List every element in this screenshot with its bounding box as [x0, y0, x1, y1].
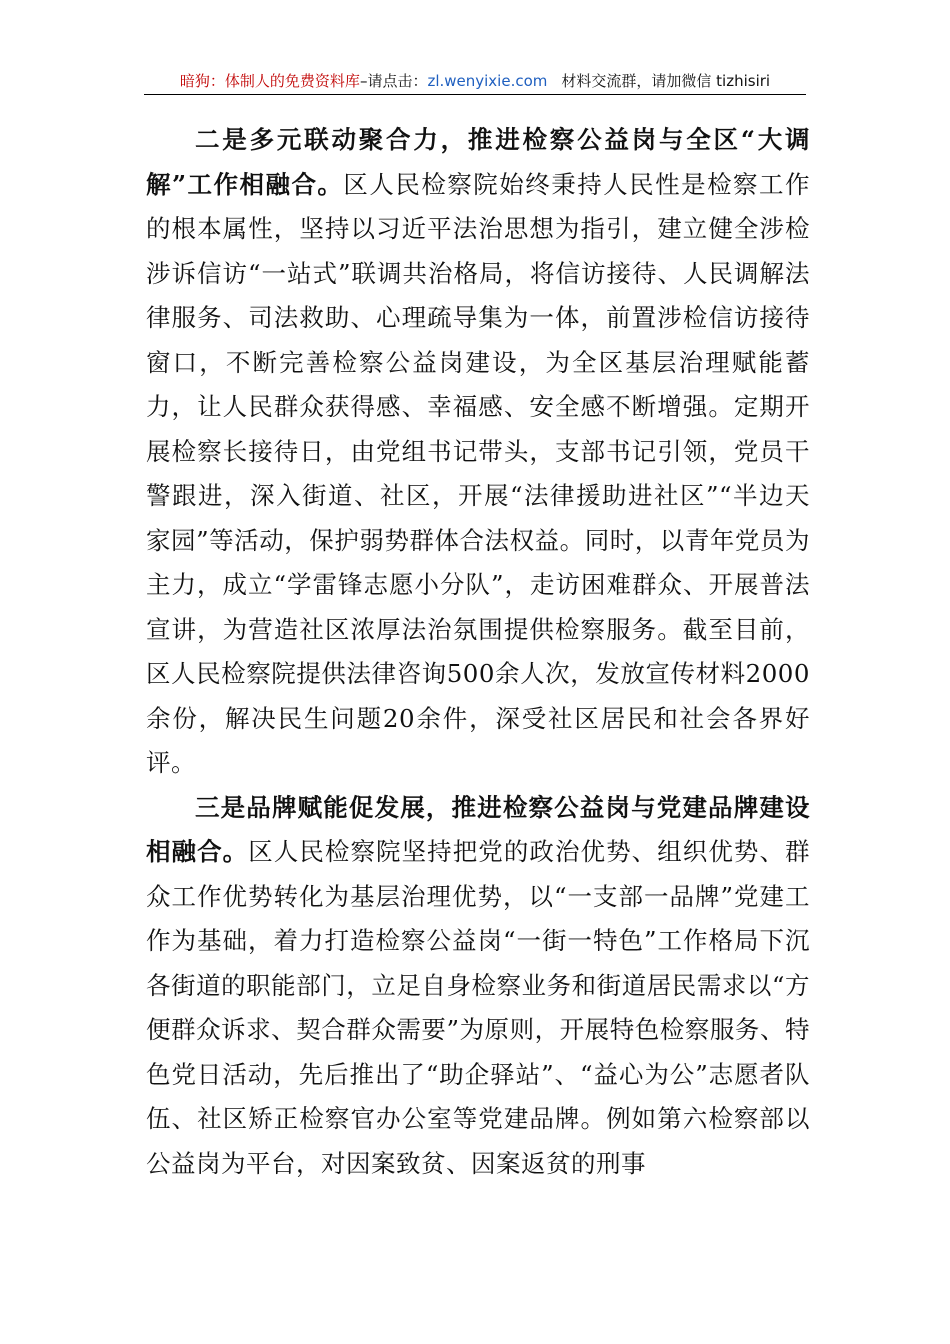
header-click-prompt: –请点击：: [359, 72, 428, 90]
paragraph-2-lead: 二是多元联动聚合力，推进检察公益岗与全区“大调解”工作相融合。: [146, 125, 810, 199]
page-header: [144, 68, 806, 95]
paragraph-3: [146, 786, 810, 1187]
document-body: [146, 118, 810, 1186]
paragraph-2-body: 区人民检察院始终秉持人民性是检察工作的根本属性，坚持以习近平法治思想为指引，建立健全涉检涉诉信访“一站式”联调共治格局，将信访接待、人民调解法律服务、司法救助、心理疏导集为一体，前置涉检信访接待窗口，不断完善检察公益岗建设，为全区基层治理赋能蓄力，让人民群众获得感、幸福感、安全感不断增强。定期开展检察长接待日，由党组书记带头，支部书记引领，党员干警跟进，深入街道、社区，开展“法律援助进社区”“半边天家园”等活动，保护弱势群体合法权益。同时，以青年党员为主力，成立“学雷锋志愿小分队”，走访困难群众、开展普法宣讲，为营造社区浓厚法治氛围提供检察服务。截至目前，区人民检察院提供法律咨询500余人次，发放宣传材料2000余份，解决民生问题20余件，深受社区居民和社会各界好评。: [146, 169, 811, 777]
header-brand: 暗狗：体制人的免费资料库: [179, 72, 360, 90]
paragraph-3-lead: 三是品牌赋能促发展，推进检察公益岗与党建品牌建设相融合。: [146, 792, 810, 866]
paragraph-3-body: 区人民检察院坚持把党的政治优势、组织优势、群众工作优势转化为基层治理优势，以“一支部一品牌”党建工作为基础，着力打造检察公益岗“一街一特色”工作格局下沉各街道的职能部门，立足自身检察业务和街道居民需求以“方便群众诉求、契合群众需要”为原则，开展特色检察服务、特色党日活动，先后推出了“助企驿站”、“益心为公”志愿者队伍、社区矫正检察官办公室等党建品牌。例如第六检察部以公益岗为平台，对因案致贫、因案返贫的刑事: [146, 837, 811, 1178]
header-url-link[interactable]: zl.wenyixie.com: [427, 72, 548, 90]
header-wechat-note: 材料交流群，请加微信 tizhisiri: [561, 72, 771, 90]
paragraph-2: [146, 118, 810, 786]
